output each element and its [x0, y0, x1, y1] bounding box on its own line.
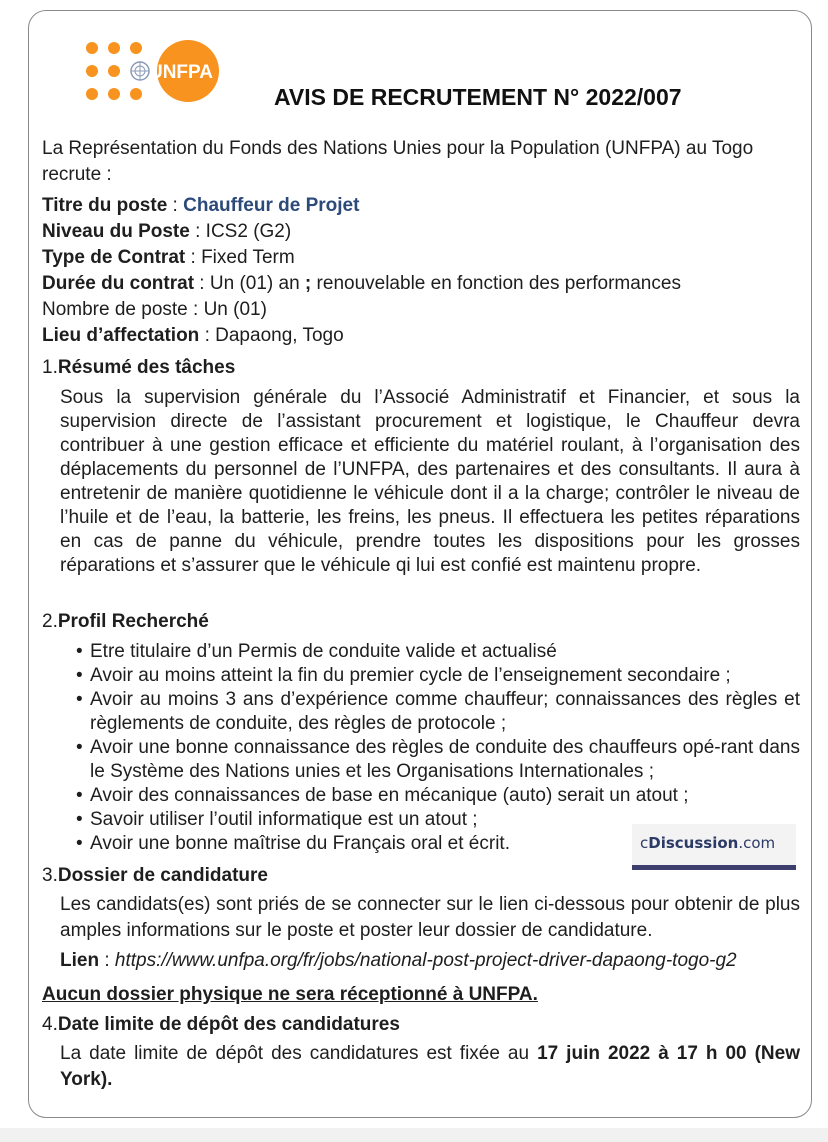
job-fields [42, 193, 681, 349]
field-lieu: Lieu d’affectation : Dapaong, Togo [42, 325, 344, 346]
field-contrat: Type de Contrat : Fixed Term [42, 247, 295, 268]
field-label: Type de Contrat [42, 247, 186, 268]
section-body-date-limite: La date limite de dépôt des candidatures est fixée au 17 juin 2022 à 17 h 00 (New York). [60, 1043, 800, 1090]
field-nombre: Nombre de poste : Un (01) [42, 299, 267, 320]
application-link-line: Lien : https://www.unfpa.org/fr/jobs/national-post-project-driver-dapaong-togo-g2 [60, 950, 737, 971]
no-physical-file-notice: Aucun dossier physique ne sera réceptionné à UNFPA. [42, 984, 538, 1005]
list-item: • Avoir une bonne connaissance des règles de conduite des chauffeurs opé-rant dans le Système des Nations unies et les Organisations Internationales ; [76, 737, 800, 782]
field-label: Titre du poste [42, 195, 168, 216]
logo-text: UNFPA [148, 62, 214, 83]
field-poste: Titre du poste : Chauffeur de Projet [42, 195, 360, 216]
field-value: renouvelable en fonction des performances [316, 273, 681, 294]
section-body-dossier: Les candidats(es) sont priés de se connecter sur le lien ci-dessous pour obtenir de plus amples informations sur le poste et poster leur dossier de candidature. [60, 894, 800, 941]
section-heading-dossier: 3.Dossier de candidature [42, 865, 268, 886]
application-link[interactable]: https://www.unfpa.org/fr/jobs/national-post-project-driver-dapaong-togo-g2 [114, 950, 737, 971]
list-item: • Avoir des connaissances de base en mécanique (auto) serait un atout ; [76, 785, 689, 806]
field-value: ICS2 (G2) [205, 221, 292, 242]
field-label: Niveau du Poste [42, 221, 190, 242]
page-title: AVIS DE RECRUTEMENT N° 2022/007 [274, 84, 682, 110]
field-value: Chauffeur de Projet [183, 195, 360, 216]
field-value: Un (01) an [209, 273, 300, 294]
field-label: Lieu d’affectation [42, 325, 200, 346]
cdiscussion-watermark: cDiscussion.com [632, 824, 796, 870]
list-item: • Avoir au moins atteint la fin du premier cycle de l’enseignement secondaire ; [76, 665, 731, 686]
list-item: • Savoir utiliser l’outil informatique est un atout ; [76, 809, 478, 830]
list-item: • Etre titulaire d’un Permis de conduite valide et actualisé [76, 641, 557, 662]
list-item: • Avoir une bonne maîtrise du Français oral et écrit. [76, 833, 510, 854]
list-item: • Avoir au moins 3 ans d’expérience comme chauffeur; connaissances des règles et règlements de conduite, des règles de protocole ; [76, 689, 800, 734]
field-value: Dapaong, Togo [215, 325, 344, 346]
section-heading-profil: 2.Profil Recherché [42, 611, 209, 632]
field-niveau: Niveau du Poste : ICS2 (G2) [42, 221, 292, 242]
field-label: Durée du contrat [42, 273, 195, 294]
unfpa-logo [84, 40, 224, 104]
intro-text: La Représentation du Fonds des Nations Unies pour la Population (UNFPA) au Togo recrute : [42, 138, 754, 185]
field-duree: Durée du contrat : Un (01) an ; renouvelable en fonction des performances [42, 273, 681, 294]
page-bottom-band [0, 1128, 828, 1142]
section-heading-date-limite: 4.Date limite de dépôt des candidatures [42, 1014, 400, 1035]
section-body-resume: Sous la supervision générale du l’Associé Administratif et Financier, et sous la supervision directe de l’assistant procurement et logistique, le Chauffeur devra contribuer à une gestion efficace et efficiente du matériel roulant, à l’organisation des déplacements du personnel de l’UNFPA, des partenaires et des consultants. Il aura à entretenir de manière quotidienne le véhicule dont il a la charge; contrôler le niveau de l’huile et de l’eau, la batterie, les freins, les pneus. Il effectuera les petites réparations en cas de panne du véhicule, prendre toutes les dispositions pour les grosses réparations et s’assurer que le véhicule qi lui est confié est maintenu propre. [60, 387, 800, 576]
section-heading-resume: 1.Résumé des tâches [42, 357, 236, 378]
deadline-date: 17 juin 2022 à 17 h 00 (New York). [60, 1043, 800, 1090]
field-value: Fixed Term [201, 247, 295, 268]
